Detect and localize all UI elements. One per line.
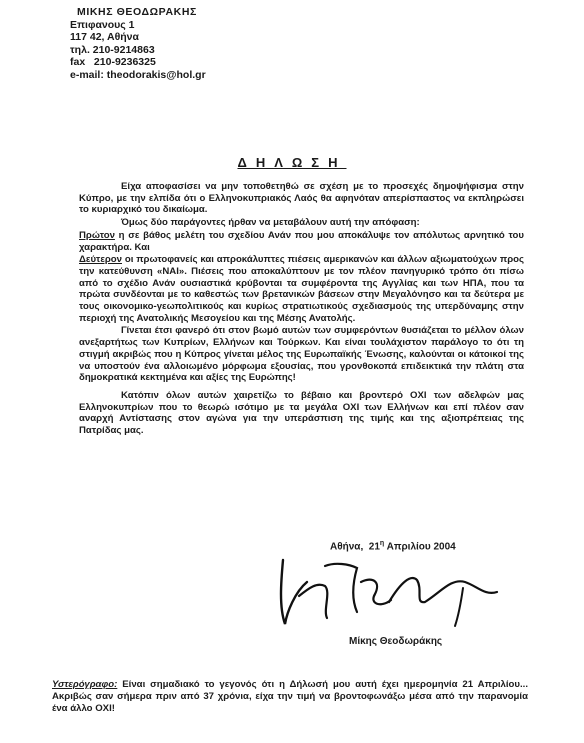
postscript [52, 679, 528, 714]
paragraph-consequence: Γίνεται έτσι φανερό ότι στον βωμό αυτών των συμφερόντων θυσιάζεται το μέλλον όλων ανεξαρτήτως των Κυπρίων, Ελλήνων και Τούρκων. Και είναι τουλάχιστον παράλογο το ότι τη στιγμή ακριβώς που η Κύπρος γίνεται μέλος της Ευρωπαϊκής Ένωσης, καλούνται οι κάτοικοί της να υποστούν ένα αλλοιωμένο μόρφωμα εξουσίας, που γρονθοκοπά επιδεικτικά την πλάτη στα δημοκρατικά κεκτημένα και αξίες της Ευρώπης! [79, 325, 524, 384]
paragraph-factors: Όμως δύο παράγοντες ήρθαν να μεταβάλουν αυτή την απόφαση: [121, 217, 420, 229]
sender-city: 117 42, Αθήνα [70, 31, 139, 44]
handwritten-signature [265, 552, 505, 632]
second-label: Δεύτερον [79, 254, 122, 266]
letterhead [70, 6, 206, 82]
signature-stroke-6 [455, 588, 463, 626]
paragraph-intro: Είχα αποφασίσει να μην τοποθετηθώ σε σχέση με το προσεχές δημοψήφισμα στην Κύπρο, με την ελπίδα ότι ο Ελληνοκυπριακός Λαός θα αφηνόταν απερίσπαστος να εκπληρώσει το κυριαρχικό του δικαίωμα. [79, 181, 524, 216]
postscript-text: Είναι σημαδιακό το γεγονός ότι η Δήλωσή μου αυτή έχει ημερομηνία 21 Απριλίου... Ακριβώς σαν σήμερα πριν από 37 χρόνια, είχα την τιμή να βροντοφωνάξω μέσα από την παρανομία ένα άλλο ΟΧΙ! [52, 679, 528, 714]
document-title: ΔΗΛΩΣΗ [237, 155, 347, 170]
sender-fax: fax 210-9236325 [70, 56, 156, 69]
sender-phone: τηλ. 210-9214863 [70, 43, 155, 56]
first-text: η σε βάθος μελέτη του σχεδίου Ανάν που μου αποκάλυψε τον απόλυτως αρνητικό του χαρακτήρα. Και [79, 229, 524, 253]
second-text: οι πρωτοφανείς και απροκάλυπτες πιέσεις αμερικανών και άλλων αξιωματούχων προς την κατεύθυνση «ΝΑΙ». Πιέσεις που αποκαλύπτουν με τον πλέον πανηγυρικό τρόπο ότι πίσω από το σχέδιο Ανάν ουσιαστικά κρύβονται τα συμφέροντα της Αγγλίας και των ΗΠΑ, που τα πρώτα συνδέονται με το καθεστώς των βρετανικών βάσεων στην Μεγαλόνησο και τα δεύτερα με τους οικονομικο-γεωπολιτικούς και κυρίως στρατιωτικούς σχεδιασμούς της υπερδύναμης στην περιοχή της Ανατολικής Μεσογείου και της Μέσης Ανατολής. [79, 254, 524, 324]
signature-stroke-4 [361, 580, 391, 605]
sender-email: e-mail: theodorakis@hol.gr [70, 68, 206, 81]
sender-name: ΜΙΚΗΣ ΘΕΟΔΩΡΑΚΗΣ [77, 6, 197, 18]
date-ordinal: η [379, 540, 385, 547]
first-label: Πρώτον [79, 229, 115, 241]
signer-name: Μίκης Θεοδωράκης [349, 636, 443, 647]
signature-stroke-5 [389, 578, 497, 602]
statement-body [79, 181, 524, 438]
date-suffix: Απριλίου 2004 [384, 541, 456, 553]
sender-street: Επιφανους 1 [70, 18, 135, 31]
paragraph-conclusion: Κατόπιν όλων αυτών χαιρετίζω το βέβαιο και βροντερό ΟΧΙ των αδελφών μας Ελληνοκυπρίων που το θεωρώ ισότιμο με τα μεγάλα ΟΧΙ των Ελλήνων και επί πλέον σαν αναρχή Αντίστασης στον αγώνα για την υπεράσπιση της τιμής και της αξιοπρέπειας της Πατρίδας μας. [79, 389, 524, 437]
paragraph-second [79, 254, 524, 324]
date-prefix: Αθήνα, 21 [330, 541, 380, 553]
signature-stroke-2 [299, 585, 327, 618]
signature-stroke-3 [325, 564, 357, 612]
paragraph-first [79, 230, 524, 253]
postscript-label: Υστερόγραφο: [52, 679, 118, 690]
place-date [330, 540, 456, 552]
